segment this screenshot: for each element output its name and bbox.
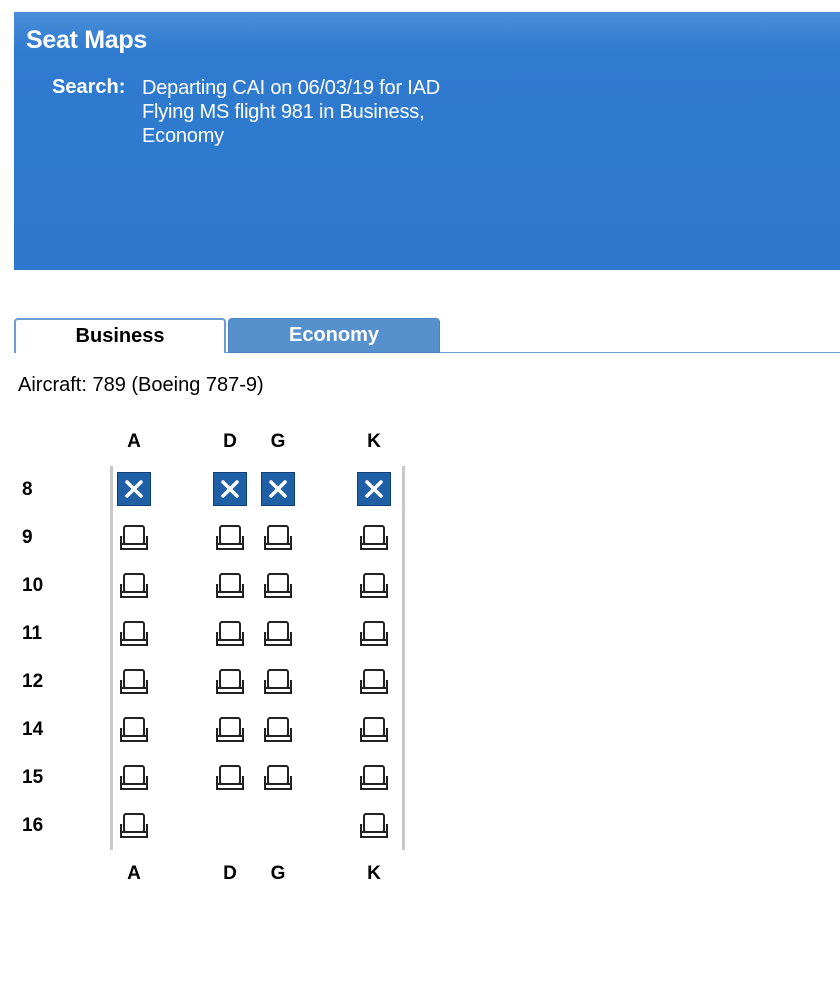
column-header-d-top: D — [223, 431, 237, 452]
page-title: Seat Maps — [26, 26, 147, 54]
column-header-a-bottom: A — [127, 863, 141, 884]
row-number: 9 — [22, 527, 33, 548]
seat-available-icon-12a[interactable] — [117, 664, 151, 698]
seat-available-icon-11k[interactable] — [357, 616, 391, 650]
aircraft-info: Aircraft: 789 (Boeing 787-9) — [18, 374, 264, 396]
search-summary — [142, 76, 440, 148]
seat-available-icon-9d[interactable] — [213, 520, 247, 554]
seat-available-icon-16k[interactable] — [357, 808, 391, 842]
seat-occupied-icon-8d — [213, 472, 247, 506]
row-number: 11 — [22, 623, 43, 644]
row-number: 16 — [22, 815, 44, 836]
seat-available-icon-10a[interactable] — [117, 568, 151, 602]
cabin-wall-left — [110, 466, 113, 850]
column-header-g-bottom: G — [270, 863, 286, 884]
seat-available-icon-11a[interactable] — [117, 616, 151, 650]
seat-available-icon-14g[interactable] — [261, 712, 295, 746]
search-label: Search: — [52, 76, 126, 98]
cabin-wall-right — [402, 466, 405, 850]
column-header-k-top: K — [367, 431, 381, 452]
seat-available-icon-14d[interactable] — [213, 712, 247, 746]
seat-available-icon-12k[interactable] — [357, 664, 391, 698]
column-header-d-bottom: D — [223, 863, 237, 884]
row-number: 10 — [22, 575, 44, 596]
tab-business[interactable]: Business — [14, 318, 226, 353]
seat-occupied-icon-8a — [117, 472, 151, 506]
seat-available-icon-10k[interactable] — [357, 568, 391, 602]
seat-available-icon-14k[interactable] — [357, 712, 391, 746]
seat-available-icon-10d[interactable] — [213, 568, 247, 602]
seat-available-icon-11g[interactable] — [261, 616, 295, 650]
seat-available-icon-15k[interactable] — [357, 760, 391, 794]
page-header — [14, 12, 840, 270]
seat-available-icon-10g[interactable] — [261, 568, 295, 602]
seat-available-icon-11d[interactable] — [213, 616, 247, 650]
row-number: 15 — [22, 767, 44, 788]
row-number: 14 — [22, 719, 44, 740]
seat-available-icon-15g[interactable] — [261, 760, 295, 794]
search-line: Departing CAI on 06/03/19 for IAD — [142, 77, 441, 99]
column-header-k-bottom: K — [367, 863, 381, 884]
seat-available-icon-12g[interactable] — [261, 664, 295, 698]
search-line: Economy — [142, 125, 224, 147]
tab-economy[interactable]: Economy — [228, 318, 440, 353]
seat-available-icon-15d[interactable] — [213, 760, 247, 794]
seat-available-icon-9k[interactable] — [357, 520, 391, 554]
seat-available-icon-16a[interactable] — [117, 808, 151, 842]
seat-available-icon-14a[interactable] — [117, 712, 151, 746]
search-line: Flying MS flight 981 in Business, — [142, 101, 425, 123]
seat-available-icon-12d[interactable] — [213, 664, 247, 698]
seat-occupied-icon-8k — [357, 472, 391, 506]
seat-available-icon-15a[interactable] — [117, 760, 151, 794]
column-header-a-top: A — [127, 431, 141, 452]
seat-occupied-icon-8g — [261, 472, 295, 506]
seat-available-icon-9a[interactable] — [117, 520, 151, 554]
row-number: 8 — [22, 479, 33, 500]
seat-available-icon-9g[interactable] — [261, 520, 295, 554]
column-header-g-top: G — [270, 431, 286, 452]
row-number: 12 — [22, 671, 44, 692]
